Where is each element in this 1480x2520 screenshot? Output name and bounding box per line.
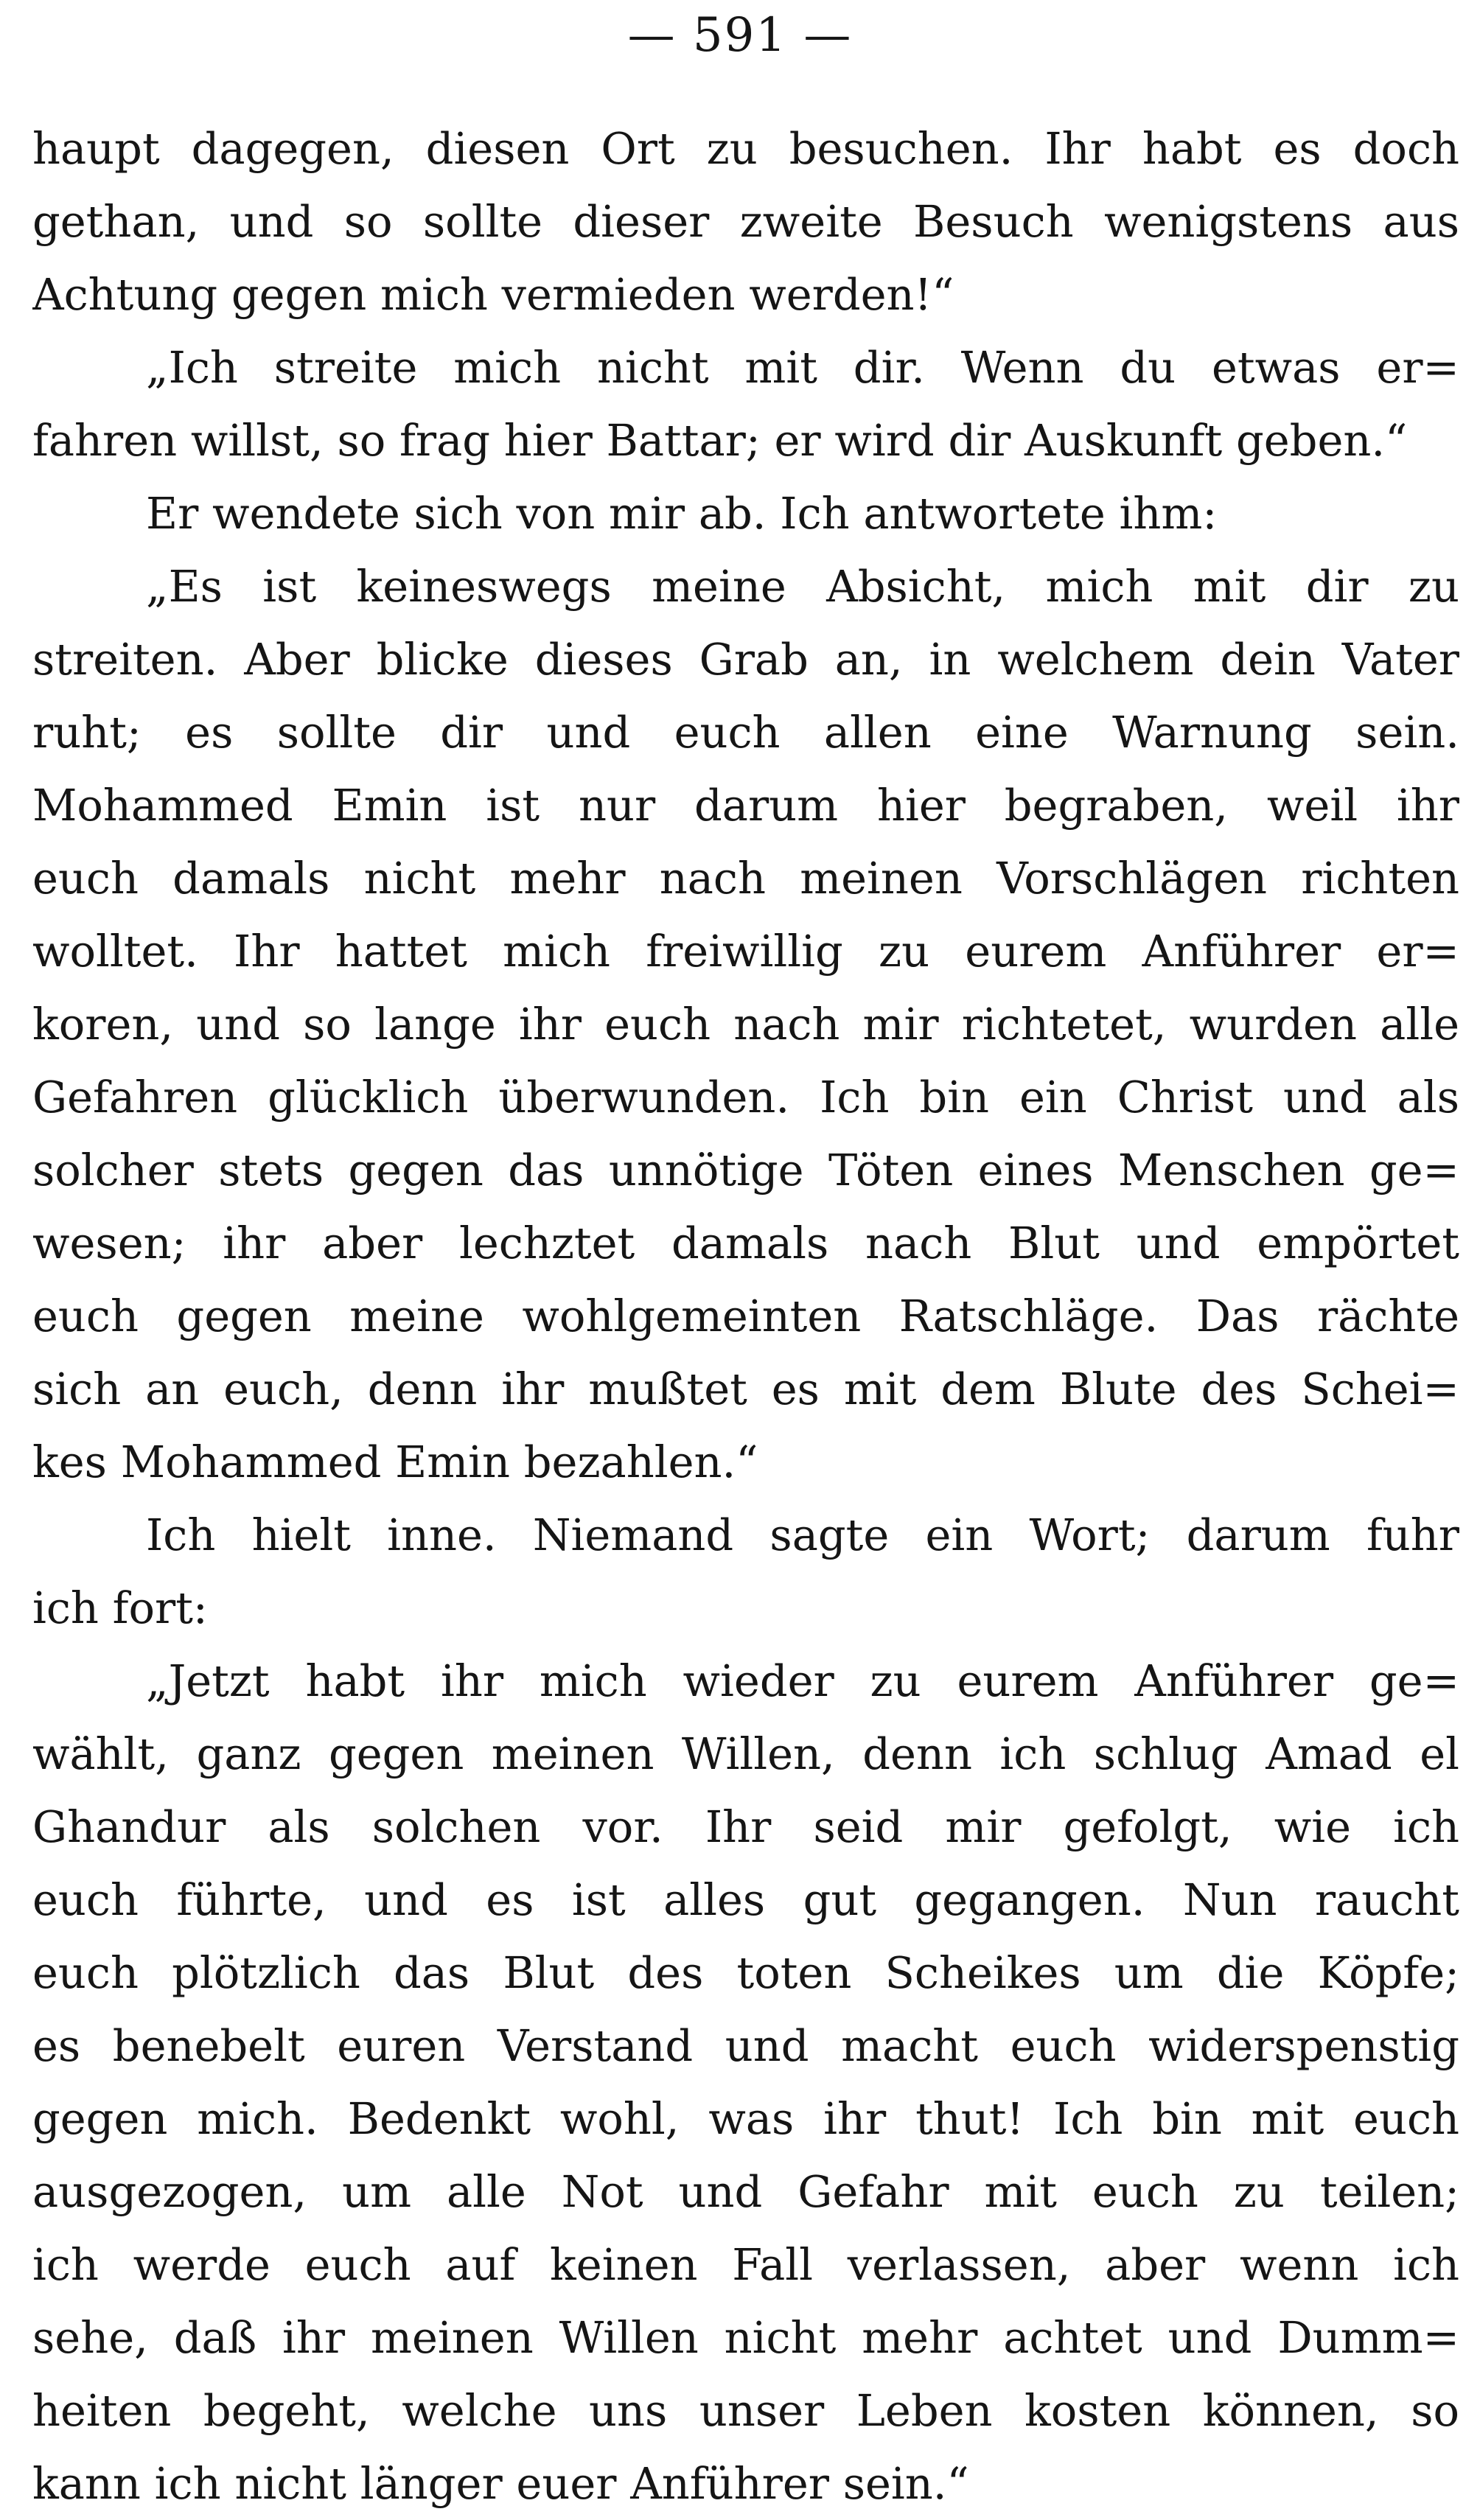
text-line: gegen mich. Bedenkt wohl, was ihr thut! Ich bin mit euch — [32, 2093, 1459, 2144]
text-line: kann ich nicht länger euer Anführer sein.“ — [32, 2458, 969, 2509]
text-line: „Es ist keineswegs meine Absicht, mich mit dir zu — [146, 561, 1459, 612]
text-line: gethan, und so sollte dieser zweite Besuch wenigstens aus — [32, 196, 1459, 247]
text-line: ruht; es sollte dir und euch allen eine Warnung sein. — [32, 707, 1459, 758]
page-number-header: — 591 — — [627, 8, 853, 63]
text-line: Mohammed Emin ist nur darum hier begraben, weil ihr — [32, 780, 1459, 831]
text-line: Ghandur als solchen vor. Ihr seid mir gefolgt, wie ich — [32, 1801, 1459, 1852]
body-text — [32, 112, 1459, 2520]
text-line: fahren willst, so frag hier Battar; er wird dir Auskunft geben.“ — [32, 415, 1408, 466]
text-line: euch plötzlich das Blut des toten Scheikes um die Köpfe; — [32, 1947, 1459, 1998]
text-line: ich fort: — [32, 1582, 208, 1633]
text-line: sehe, daß ihr meinen Willen nicht mehr achtet und Dumm= — [32, 2312, 1459, 2363]
text-line: sich an euch, denn ihr mußtet es mit dem Blute des Schei= — [32, 1364, 1459, 1414]
text-line: Er wendete sich von mir ab. Ich antwortete ihm: — [146, 488, 1218, 539]
text-line: ich werde euch auf keinen Fall verlassen, aber wenn ich — [32, 2239, 1459, 2290]
text-line: streiten. Aber blicke dieses Grab an, in welchem dein Vater — [32, 634, 1459, 685]
text-line: Gefahren glücklich überwunden. Ich bin ein Christ und als — [32, 1072, 1459, 1123]
text-line: es benebelt euren Verstand und macht euch widerspenstig — [32, 2020, 1459, 2071]
text-line: solcher stets gegen das unnötige Töten eines Menschen ge= — [32, 1145, 1459, 1196]
text-line: euch gegen meine wohlgemeinten Ratschläge. Das rächte — [32, 1291, 1459, 1341]
text-line: euch führte, und es ist alles gut gegangen. Nun raucht — [32, 1874, 1459, 1925]
text-line: Achtung gegen mich vermieden werden!“ — [32, 269, 954, 320]
text-line: ausgezogen, um alle Not und Gefahr mit euch zu teilen; — [32, 2166, 1459, 2217]
text-line: haupt dagegen, diesen Ort zu besuchen. Ihr habt es doch — [32, 123, 1459, 174]
text-line: kes Mohammed Emin bezahlen.“ — [32, 1437, 758, 1487]
text-line: wählt, ganz gegen meinen Willen, denn ich schlug Amad el — [32, 1728, 1459, 1779]
text-line: wolltet. Ihr hattet mich freiwillig zu eurem Anführer er= — [32, 926, 1459, 977]
text-line: „Jetzt habt ihr mich wieder zu eurem Anführer ge= — [146, 1655, 1459, 1706]
text-line: koren, und so lange ihr euch nach mir richtetet, wurden alle — [32, 999, 1459, 1050]
text-line: wesen; ihr aber lechztet damals nach Blut und empörtet — [32, 1218, 1459, 1268]
text-line: heiten begeht, welche uns unser Leben kosten können, so — [32, 2385, 1459, 2436]
text-line: euch damals nicht mehr nach meinen Vorschlägen richten — [32, 853, 1459, 904]
text-line: „Ich streite mich nicht mit dir. Wenn du etwas er= — [146, 342, 1459, 393]
text-line: Ich hielt inne. Niemand sagte ein Wort; darum fuhr — [146, 1509, 1459, 1560]
